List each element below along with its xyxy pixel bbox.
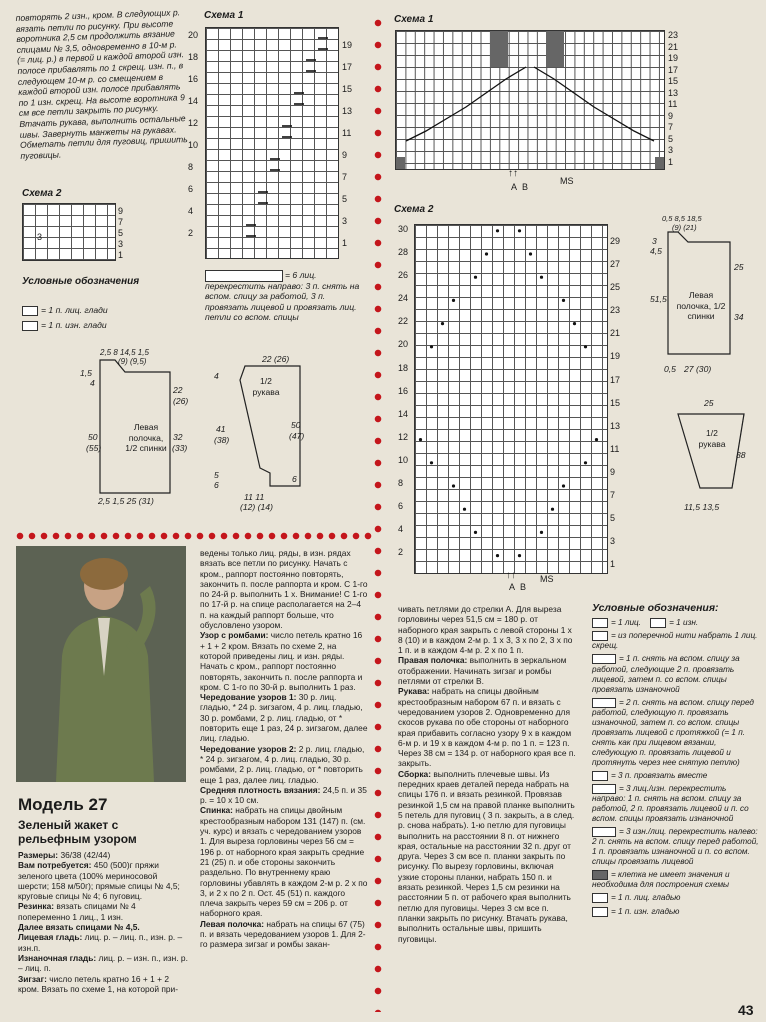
legend-item: = 3 изн./лиц. перекрестить налево: 2 п. снять на вспом. спицу перед работой, 1 п. провязать изнаночной и п. со вспом. спицы провязать лицевой bbox=[592, 827, 759, 867]
row-num: 11 bbox=[610, 443, 620, 454]
row-num: 16 bbox=[188, 74, 199, 84]
row-num: 30 bbox=[398, 224, 409, 234]
legend-item: = из поперечной нити набрать 1 лиц. скрещ. bbox=[592, 631, 758, 651]
row-num: 3 bbox=[610, 536, 616, 547]
pattern-dot bbox=[496, 229, 499, 232]
row-num: 19 bbox=[610, 351, 621, 362]
row-num: 4 bbox=[398, 524, 404, 535]
red-dot-row bbox=[14, 532, 374, 540]
piece-label: Левая полочка, 1/2 спинки bbox=[125, 422, 167, 454]
legend-item: = 1 п. снять на вспом. спицу за работой, следующие 2 п. провязать лицевой, затем п. со вспом. спицы провязать изнаночной bbox=[592, 654, 740, 694]
row-num: 23 bbox=[610, 305, 621, 316]
cross-right-symbol-icon bbox=[592, 654, 616, 664]
schema1-big-title: Схема 1 bbox=[394, 14, 434, 25]
legend-small-title: Условные обозначения bbox=[22, 276, 140, 287]
row-num: 8 bbox=[188, 162, 194, 172]
red-dot-column bbox=[374, 12, 382, 1012]
row-num: 13 bbox=[610, 420, 621, 431]
row-num: 1 bbox=[342, 238, 348, 248]
pattern-right-label: (33) bbox=[172, 443, 188, 453]
legend-label: = 1 п. лиц. глади bbox=[41, 305, 108, 315]
pattern-dot bbox=[452, 299, 455, 302]
pattern-dot bbox=[474, 531, 477, 534]
pattern-dot bbox=[518, 554, 521, 557]
marker-b: B bbox=[522, 182, 529, 192]
col2-block: Спинка: набрать на спицы двойным крестообразным набором 131 (147) п. (см. уч. курс) и вязать с чередованием узоров 1. Для выреза горловины через 56 см = 196 р. от наборного края закрыть средние 21 (25) п. и обе стороны закончить раздельно. По внутреннему краю горловины убавлять в каждом 2-м р. 2 х по 3, и 2 х по 2 п. Ост. 45 (51) п. каждого плеча закрыть через 59 см = 206 р. от наборного края. bbox=[200, 805, 368, 919]
row-num: 19 bbox=[342, 40, 353, 50]
row-num: 12 bbox=[188, 118, 199, 128]
pattern-right-top: 0,5 8,5 18,5 bbox=[662, 214, 702, 223]
pattern-dot bbox=[540, 531, 543, 534]
pattern-dot bbox=[496, 554, 499, 557]
pattern-dot bbox=[463, 508, 466, 511]
model-photo bbox=[16, 546, 186, 782]
row-num: 9 bbox=[118, 206, 124, 216]
schema1-small-title: Схема 1 bbox=[204, 10, 244, 21]
row-num: 5 bbox=[118, 228, 124, 238]
sleeve-right-label: 50 bbox=[291, 420, 301, 430]
pattern-right-bottom: 0,5 bbox=[664, 364, 676, 374]
pattern-dot bbox=[430, 461, 433, 464]
row-num: 5 bbox=[342, 194, 348, 204]
row-num: 3 bbox=[118, 239, 124, 249]
row-num: 7 bbox=[342, 172, 348, 182]
row-num: 2 bbox=[398, 547, 404, 558]
pattern-right-label: (26) bbox=[173, 396, 189, 406]
sleeve-piece-label: 1/2 рукава bbox=[252, 376, 280, 397]
row-num: 17 bbox=[342, 62, 353, 72]
row-num: 3 bbox=[342, 216, 348, 226]
col3-text bbox=[398, 604, 576, 944]
row-num: 9 bbox=[610, 466, 616, 477]
row-num: 7 bbox=[610, 490, 616, 501]
model-figure-image bbox=[16, 546, 186, 782]
pattern-right-bottom: 27 (30) bbox=[684, 364, 712, 374]
col2-block: Чередование узоров 1: 30 р. лиц. гладью, * 24 р. зигзагом, 4 р. лиц. гладью, 30 р. ромбами, 2 р. лиц. гладью, от * повторить еще 1 раз, 24 р. зигзагом, далее лиц. гладью. bbox=[200, 692, 368, 744]
pattern-dot bbox=[540, 276, 543, 279]
spec-item: Зигзаг: число петель кратно 16 + 1 + 2 кром. Вязать по схеме 1, на которой при- bbox=[18, 973, 178, 994]
legend-item: = 3 п. провязать вместе bbox=[592, 771, 760, 781]
pattern-left-label: 50 bbox=[88, 432, 98, 442]
row-num: 20 bbox=[398, 339, 409, 350]
marker-a: A bbox=[511, 182, 518, 192]
col2-text bbox=[200, 548, 368, 950]
schema1-small-left-rows bbox=[188, 30, 204, 250]
schema1-small-right-rows bbox=[342, 40, 358, 260]
sleeve-top: 25 bbox=[704, 398, 714, 408]
schema2-big-right-rows bbox=[610, 236, 620, 582]
schema2-small-rows bbox=[118, 206, 123, 261]
row-num: 16 bbox=[398, 385, 409, 396]
row-num: 10 bbox=[398, 454, 409, 465]
schema2-big-title: Схема 2 bbox=[394, 204, 434, 215]
spec-item: Лицевая гладь: лиц. р. – лиц. п., изн. р. – изн.п. bbox=[18, 932, 183, 953]
spec-item: Вам потребуется: 450 (500)г пряжи зеленого цвета (100% мериносовой шерсти; 158 м/50г); прямые спицы № 4,5; круговые спицы № 4; 6 пуговиц. bbox=[18, 860, 180, 902]
schema2-arrows bbox=[506, 570, 516, 581]
marker-ms: MS bbox=[540, 574, 554, 584]
legend-big bbox=[592, 618, 760, 917]
pattern-dot bbox=[562, 299, 565, 302]
row-num: 17 bbox=[668, 64, 679, 75]
row-num: 1 bbox=[118, 250, 124, 260]
schema1-big-marks bbox=[396, 31, 664, 169]
pattern-right-left: 3 bbox=[652, 236, 657, 246]
row-num: 17 bbox=[610, 374, 621, 385]
legend-item: = 1 лиц. = 1 изн. bbox=[592, 618, 760, 628]
pattern-dot bbox=[584, 461, 587, 464]
schema1-small-grid bbox=[205, 27, 339, 259]
row-num: 14 bbox=[188, 96, 199, 106]
row-num: 9 bbox=[342, 150, 348, 160]
col2-block: Средняя плотность вязания: 24,5 п. и 35 р. = 10 х 10 см. bbox=[200, 784, 367, 806]
row-num: 23 bbox=[668, 30, 679, 40]
knit-symbol-icon bbox=[592, 618, 608, 628]
pattern-dot bbox=[595, 438, 598, 441]
pattern-right-label: 22 bbox=[173, 385, 183, 395]
pattern-dot bbox=[430, 345, 433, 348]
row-num: 1 bbox=[668, 156, 674, 167]
legend-item: = 1 п. изн. гладью bbox=[592, 907, 760, 917]
row-num: 26 bbox=[398, 270, 409, 281]
row-num: 15 bbox=[342, 84, 353, 94]
increase-symbol-icon bbox=[592, 631, 608, 641]
pattern-right-right: 34 bbox=[734, 312, 744, 322]
pattern-left-label: 1,5 bbox=[80, 368, 92, 378]
sleeve-left-label: 4 bbox=[214, 371, 219, 381]
model-title: Модель 27 bbox=[18, 795, 108, 814]
row-num: 20 bbox=[188, 30, 199, 40]
row-num: 3 bbox=[668, 145, 674, 155]
model-subtitle: Зеленый жакет с рельефным узором bbox=[18, 818, 137, 846]
pattern-right-label: 32 bbox=[173, 432, 183, 442]
schema2-big-left-rows bbox=[398, 224, 408, 570]
model-specs bbox=[18, 850, 190, 994]
sleeve-frac-label: 6 bbox=[214, 480, 219, 490]
sleeve-frac-label: 5 bbox=[214, 470, 219, 480]
knit-stockinette-icon bbox=[592, 893, 608, 903]
row-num: 18 bbox=[398, 362, 409, 373]
purl-symbol-icon bbox=[650, 618, 666, 628]
sleeve-mid-label: 41 bbox=[216, 424, 226, 434]
row-num: 2 bbox=[188, 228, 194, 238]
schema2-small-mark: 3 bbox=[37, 232, 43, 242]
legend-item: = 3 лиц./изн. перекрестить направо: 1 п. снять на вспом. спицу за работой, 2 п. провязать лицевой и п. со вспом. спицы провязать изнаночной bbox=[592, 784, 749, 824]
row-num: 9 bbox=[668, 110, 674, 121]
col2-block: Узор с ромбами: число петель кратно 16 + 1 + 2 кром. Вязать по схеме 2, на которой приведены лиц. и изн. ряды. Начать с кром., раппорт постоянно повторять, закончить п. после раппорта и кром. С 1-го по 30-й р. выполнить 1 раз. bbox=[200, 630, 363, 692]
pattern-bottom-label: 2,5 1,5 25 (31) bbox=[98, 496, 154, 506]
sleeve-top-label: 22 (26) bbox=[262, 354, 290, 364]
spec-item: Изнаночная гладь: лиц. р. – изн. п., изн. р. – лиц. п. bbox=[18, 952, 188, 974]
schema2-small-title: Схема 2 bbox=[22, 188, 62, 199]
sleeve-mid-label: (38) bbox=[214, 435, 230, 445]
row-num: 15 bbox=[610, 397, 621, 408]
schema1-big-grid bbox=[395, 30, 665, 170]
sleeve-right-label: (47) bbox=[289, 431, 305, 441]
empty-cell-symbol-icon bbox=[592, 870, 608, 880]
col3-block: Сборка: выполнить плечевые швы. Из передних краев деталей переда набрать на спицы 176 п. и вязать резинкой. Провязав резинкой 1,5 см на правой планке выполнить 5 петель для пуговиц ( 3 п. закрыть, а в след. р. снова набрать). 1-ю петлю для пуговицы выполнить на расстоянии 8 п. от нижнего края, остальные на расстоянии 32 п. друг от друга. Через 3 см все п. планки закрыть по рисунку. По вырезу горловины, включая узкие стороны планки, набрать 150 п. и вязать резинкой. Через 1,5 см резинки на расстоянии 5 п. от рабочего края выполнить петлю для пуговицы. Через 3 см все п. планки закрыть по рисунку. Втачать рукава, выполнить остальные швы, пришить пуговицы. bbox=[398, 768, 575, 944]
pattern-dot bbox=[562, 484, 565, 487]
row-num: 11 bbox=[668, 99, 678, 109]
legend-item: = 2 п. снять на вспом. спицу перед работой, следующую п. провязать изнаночной, затем п. со вспом. спицы провязать лицевой с протяжкой (= 1 п. снять как при лицевом вязании, следующую п. провязать лицевой и протянуть через нее снятую петлю) bbox=[592, 697, 754, 767]
legend-label: = 1 п. изн. глади bbox=[41, 320, 107, 330]
legend-item: = клетка не имеет значения и необходима для построения схемы bbox=[592, 870, 730, 890]
row-num: 27 bbox=[610, 259, 621, 270]
purl-stockinette-icon bbox=[592, 907, 608, 917]
legend-big-title: Условные обозначения: bbox=[592, 602, 719, 614]
row-num: 11 bbox=[342, 128, 352, 138]
row-num: 5 bbox=[610, 513, 616, 524]
pattern-top-label: 2,5 8 14,5 1,5 bbox=[100, 348, 149, 357]
row-num: 15 bbox=[668, 76, 679, 86]
row-num: 5 bbox=[668, 133, 674, 144]
row-num: 28 bbox=[398, 247, 409, 258]
cross3-left-symbol-icon bbox=[592, 827, 616, 837]
schema2-big-dots bbox=[415, 225, 607, 573]
row-num: 6 bbox=[398, 501, 404, 512]
schema1-arrows bbox=[508, 168, 518, 179]
row-num: 12 bbox=[398, 431, 409, 442]
schema2-small-grid bbox=[22, 203, 116, 261]
marker-a: A bbox=[509, 582, 516, 592]
row-num: 18 bbox=[188, 52, 199, 62]
col2-intro: ведены только лиц. ряды, в изн. рядах вязать все петли по рисунку. Начать с кром., раппорт постоянно повторять, закончить п. после раппорта и кром. С 1-го по 24-й р. выполнить 1 х. Внимание! С 1-го по 17-й р. на спице располагается на 2–4 п. на каждый раппорт больше, что обусловлено узором. bbox=[200, 548, 368, 631]
row-num: 21 bbox=[610, 328, 621, 339]
pattern-left-label: (55) bbox=[86, 443, 102, 453]
pattern-dot bbox=[529, 252, 532, 255]
row-num: 14 bbox=[398, 408, 409, 419]
sleeve-right-small: 6 bbox=[292, 474, 297, 484]
row-num: 7 bbox=[668, 122, 674, 132]
sleeve-right: 38 bbox=[736, 450, 746, 460]
col3-block: Правая полочка: выполнить в зеркальном отображении. Начинать зигзаг и ромбы петлями от стрелки В. bbox=[398, 655, 567, 687]
pattern-top-label: (9) (9,5) bbox=[118, 357, 147, 366]
row-num: 1 bbox=[610, 559, 616, 570]
row-num: 4 bbox=[188, 206, 194, 216]
pattern-dot bbox=[485, 252, 488, 255]
row-num: 25 bbox=[610, 282, 621, 293]
pattern-dot bbox=[518, 229, 521, 232]
arrow-up-icon: ↑↑ bbox=[506, 570, 516, 581]
sleeve-bottom-label: 11 11 bbox=[244, 492, 265, 502]
pattern-right-top: (9) (21) bbox=[672, 223, 697, 232]
col3-intro: чивать петлями до стрелки А. Для выреза горловины через 51,5 см = 180 р. от наборного края закрыть с левой стороны 1 х 8 (10) и в каждом 2-м р. 1 х 3, 3 х по 2, 3 х по 1 п. и в каждом 4-м р. 2 х по 1 п. bbox=[398, 604, 573, 656]
purl-symbol-icon bbox=[22, 321, 38, 331]
pattern-right-left: 4,5 bbox=[650, 246, 662, 256]
row-num: 13 bbox=[342, 106, 353, 116]
row-num: 8 bbox=[398, 478, 404, 489]
schema2-big-grid bbox=[414, 224, 608, 574]
cross-left-symbol-icon bbox=[592, 698, 616, 708]
col2-block: Левая полочка: набрать на спицы 67 (75) п. и вязать чередованием узоров 1. Для 2-го размера зигзаг и ромбы закан- bbox=[200, 918, 366, 950]
spec-item: Резинка: вязать спицами № 4 попеременно 1 лиц., 1 изн. bbox=[18, 901, 136, 922]
sleeve-bottom-label: (12) (14) bbox=[240, 502, 273, 512]
row-num: 7 bbox=[118, 217, 124, 227]
piece-label: Левая полочка, 1/2 спинки bbox=[676, 290, 726, 322]
row-num: 22 bbox=[398, 316, 409, 327]
legend-small-item bbox=[22, 305, 108, 316]
schema1-big-rows bbox=[668, 30, 678, 168]
pattern-dot bbox=[584, 345, 587, 348]
marker-ms: MS bbox=[560, 176, 574, 186]
row-num: 24 bbox=[398, 293, 409, 304]
decrease-symbol-icon bbox=[592, 771, 608, 781]
spec-item: Далее вязать спицами № 4,5. bbox=[18, 922, 140, 933]
legend-small-item bbox=[22, 320, 107, 331]
pattern-dot bbox=[452, 484, 455, 487]
col2-block: Чередование узоров 2: 2 р. лиц. гладью, * 24 р. зигзагом, 4 р. лиц. гладью, 30 р. ромбами, 2 р. лиц. гладью, от * повторить еще 1 раз, далее лиц. гладью. bbox=[200, 743, 365, 785]
pattern-dot bbox=[419, 438, 422, 441]
sleeve-piece: 1/2 рукава bbox=[698, 428, 726, 449]
pattern-right-right: 25 bbox=[734, 262, 744, 272]
row-num: 6 bbox=[188, 184, 194, 194]
pattern-left-label: 4 bbox=[90, 378, 95, 388]
row-num: 10 bbox=[188, 140, 199, 150]
pattern-dot bbox=[441, 322, 444, 325]
schema1-small-marks bbox=[206, 28, 338, 258]
arrow-up-icon: ↑↑ bbox=[508, 168, 518, 179]
knit-symbol-icon bbox=[22, 306, 38, 316]
marker-b: B bbox=[520, 582, 527, 592]
cross3-right-symbol-icon bbox=[592, 784, 616, 794]
pattern-right-left: 51,5 bbox=[650, 294, 667, 304]
pattern-dot bbox=[474, 276, 477, 279]
row-num: 19 bbox=[668, 53, 679, 63]
col1-text: повторять 2 изн., кром. В следующих р. вязать петли по рисунку. При высоте воротника 2,5 см продолжить вязание спицами № 3,5, одновременно в 10-м р. (= лиц. р.) в первой и каждой второй изн. полосе прибавлять по 1 скрещ. изн. п., в следующем 10-м р. со смещением в каждой второй изн. полосе прибавлять по 1 изн. скрещ. На высоте воротника 9 см все петли закрыть по рисунку. Втачать рукава, выполнить остальные швы. Завернуть манжеты на рукавах. Обметать петли для пуговиц, пришить пуговицы. bbox=[15, 7, 188, 161]
spec-item: Размеры: 36/38 (42/44) bbox=[18, 850, 111, 860]
page-number: 43 bbox=[738, 1002, 754, 1018]
sleeve-bottom: 11,5 13,5 bbox=[684, 502, 720, 512]
pattern-dot bbox=[573, 322, 576, 325]
col3-block: Рукава: набрать на спицы двойным крестообразным набором 67 п. и вязать с чередованием узоров 2. Одновременно для скосов рукава по обе стороны от наборного края прибавить согласно узору 9 х в каждом 6-м р. и 19 х в каждом 4-м р. по 1 п. = 123 п. Через 38 см = 134 р. от наборного края все п. закрыть. bbox=[398, 686, 576, 769]
pattern-dot bbox=[551, 508, 554, 511]
row-num: 13 bbox=[668, 87, 679, 98]
row-num: 29 bbox=[610, 236, 621, 246]
legend-small-cross: = 6 лиц. перекрестить направо: 3 п. снять на вспом. спицу за работой, 3 п. провязать лицевой и провязать лиц. петли со вспом. спицы bbox=[205, 270, 360, 323]
row-num: 21 bbox=[668, 41, 679, 52]
legend-item: = 1 п. лиц. гладью bbox=[592, 893, 760, 903]
